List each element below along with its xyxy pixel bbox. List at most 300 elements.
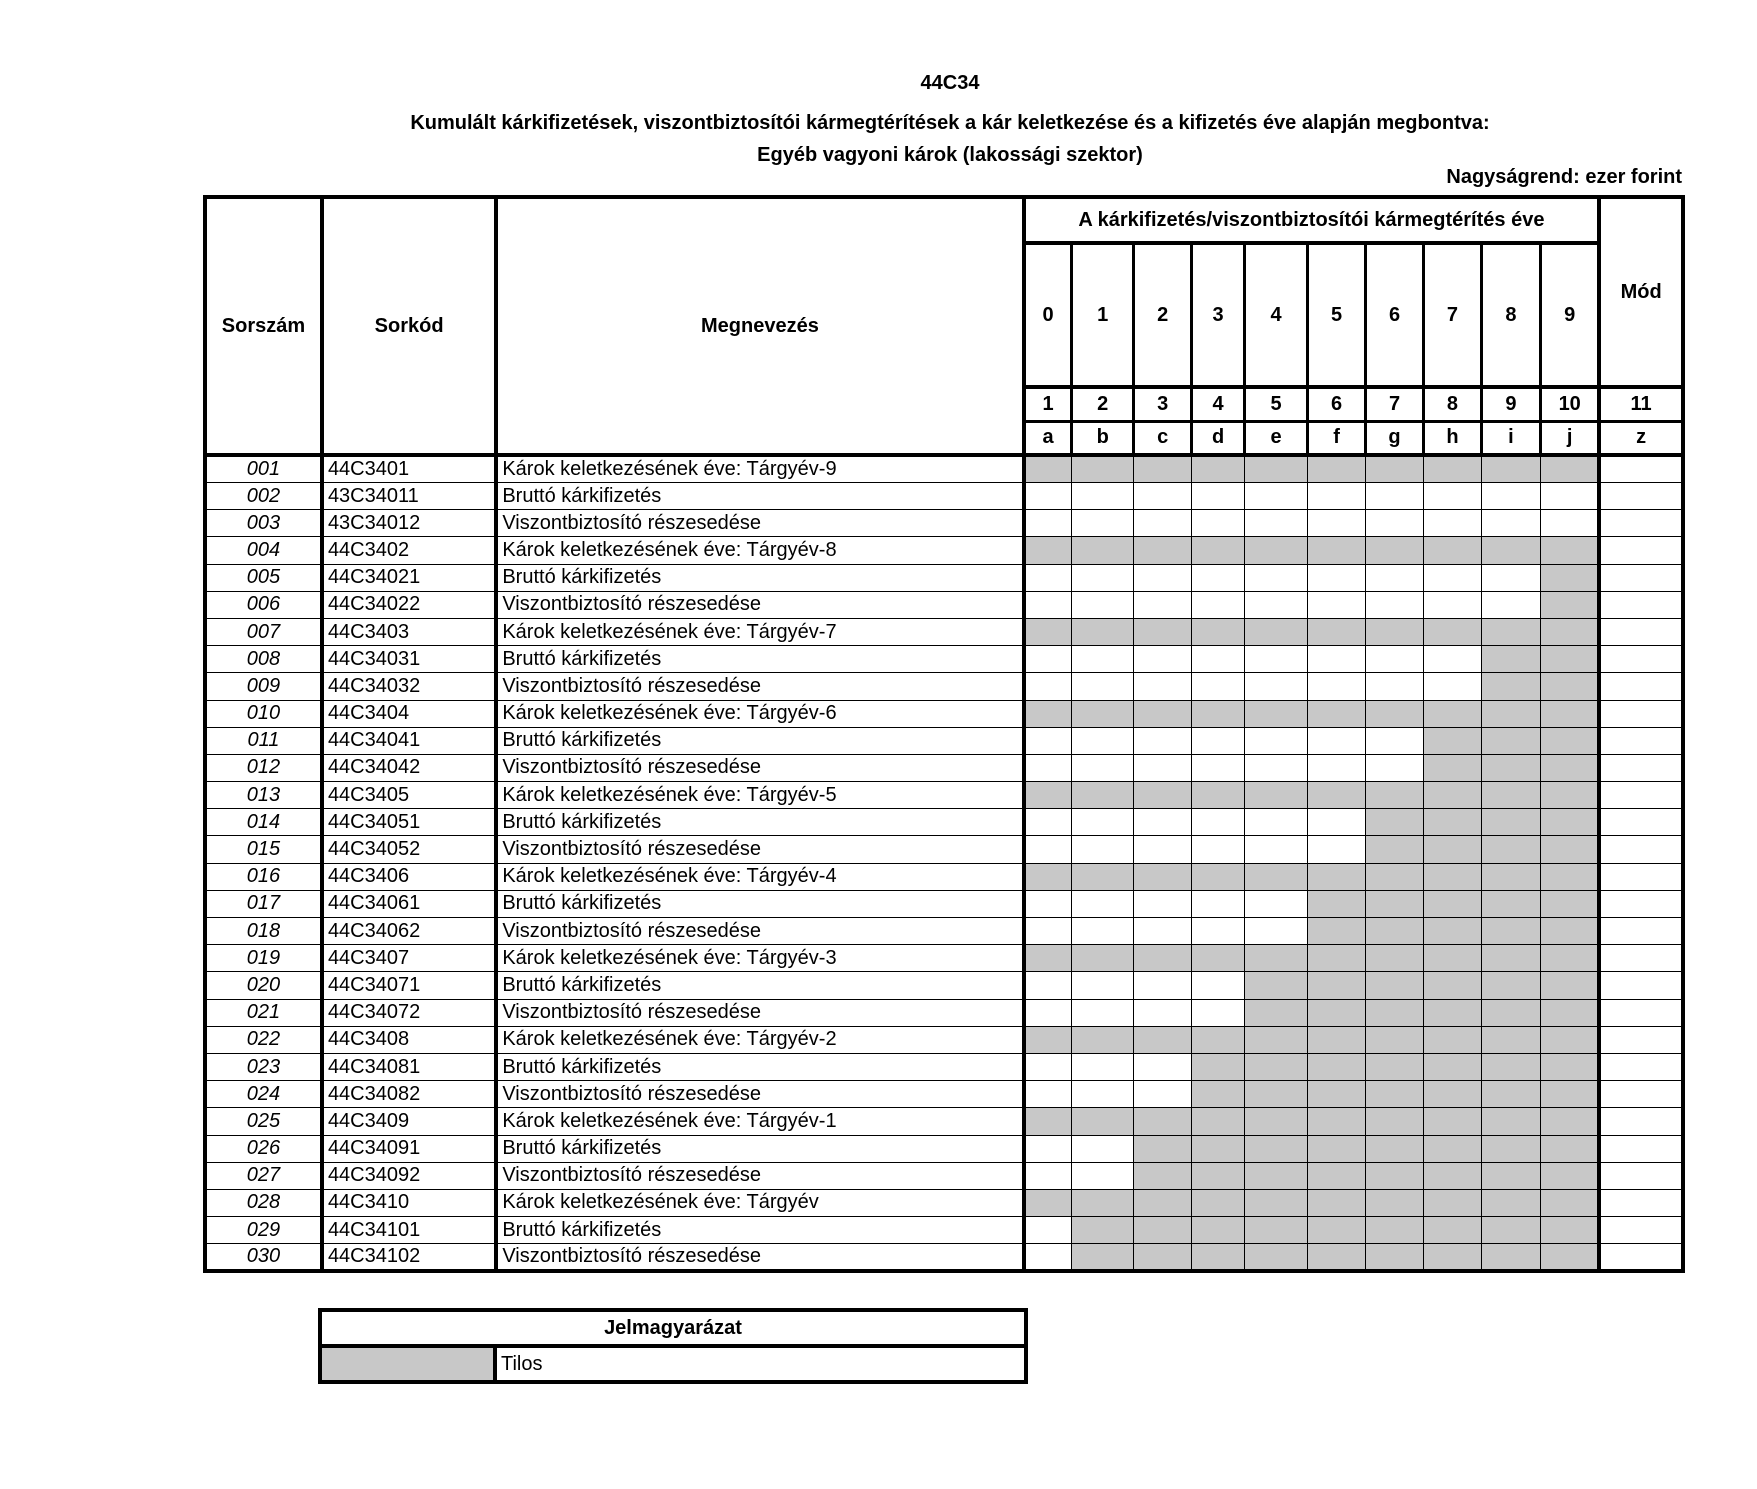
mod-cell[interactable]: [1599, 1053, 1683, 1080]
mod-cell[interactable]: [1599, 1162, 1683, 1189]
forbidden-cell: [1133, 1162, 1191, 1189]
mod-cell[interactable]: [1599, 727, 1683, 754]
row-megnevezes: Bruttó kárkifizetés: [496, 1217, 1023, 1244]
row-sorkod: 44C3402: [322, 537, 496, 564]
forbidden-cell: [1133, 700, 1191, 727]
forbidden-cell: [1024, 863, 1072, 890]
forbidden-cell: [1541, 836, 1600, 863]
forbidden-cell: [1424, 1162, 1481, 1189]
row-sorszam: 027: [205, 1162, 322, 1189]
mod-cell[interactable]: [1599, 1026, 1683, 1053]
row-sorkod: 44C34081: [322, 1053, 496, 1080]
mod-cell[interactable]: [1599, 1244, 1683, 1272]
row-megnevezes: Károk keletkezésének éve: Tárgyév-3: [496, 945, 1023, 972]
row-sorkod: 44C34032: [322, 673, 496, 700]
data-cell[interactable]: [1308, 673, 1365, 700]
forbidden-cell: [1192, 618, 1244, 645]
row-sorszam: 024: [205, 1081, 322, 1108]
row-megnevezes: Viszontbiztosító részesedése: [496, 999, 1023, 1026]
row-sorkod: 44C34022: [322, 591, 496, 618]
data-cell[interactable]: [1024, 809, 1072, 836]
forbidden-cell: [1481, 809, 1540, 836]
data-cell[interactable]: [1024, 1081, 1072, 1108]
data-cell[interactable]: [1192, 999, 1244, 1026]
forbidden-cell: [1541, 754, 1600, 781]
data-cell[interactable]: [1072, 673, 1133, 700]
data-cell[interactable]: [1072, 918, 1133, 945]
header-year-8: 8: [1481, 243, 1540, 387]
data-cell[interactable]: [1244, 754, 1308, 781]
form-title-line1: Kumulált kárkifizetések, viszontbiztosítói kármegtérítések a kár keletkezése és a kifizetés éve alapján megbontva:: [410, 112, 1490, 134]
table-row: [205, 918, 1683, 945]
forbidden-cell: [1365, 1053, 1423, 1080]
data-cell[interactable]: [1024, 591, 1072, 618]
forbidden-cell: [1424, 972, 1481, 999]
data-cell[interactable]: [1024, 972, 1072, 999]
header-year-4: 4: [1244, 243, 1308, 387]
table-row: [205, 618, 1683, 645]
row-sorkod: 44C34101: [322, 1217, 496, 1244]
forbidden-cell: [1244, 782, 1308, 809]
row-megnevezes: Bruttó kárkifizetés: [496, 809, 1023, 836]
data-cell[interactable]: [1133, 510, 1191, 537]
data-cell[interactable]: [1244, 591, 1308, 618]
header-mod: Mód: [1599, 197, 1683, 387]
mod-cell[interactable]: [1599, 918, 1683, 945]
forbidden-cell: [1424, 945, 1481, 972]
forbidden-cell: [1024, 1026, 1072, 1053]
forbidden-cell: [1541, 673, 1600, 700]
row-sorszam: 002: [205, 483, 322, 510]
forbidden-cell: [1244, 618, 1308, 645]
data-cell[interactable]: [1072, 1053, 1133, 1080]
forbidden-cell: [1424, 863, 1481, 890]
data-cell[interactable]: [1308, 727, 1365, 754]
forbidden-cell: [1024, 782, 1072, 809]
forbidden-cell: [1481, 754, 1540, 781]
data-cell[interactable]: [1024, 646, 1072, 673]
data-cell[interactable]: [1024, 510, 1072, 537]
data-cell[interactable]: [1192, 918, 1244, 945]
table-row: [205, 1189, 1683, 1216]
forbidden-cell: [1365, 782, 1423, 809]
row-sorkod: 44C3410: [322, 1189, 496, 1216]
forbidden-cell: [1365, 700, 1423, 727]
data-cell[interactable]: [1192, 646, 1244, 673]
mod-cell[interactable]: [1599, 890, 1683, 917]
data-cell[interactable]: [1192, 972, 1244, 999]
data-cell[interactable]: [1308, 564, 1365, 591]
mod-cell[interactable]: [1599, 1135, 1683, 1162]
data-cell[interactable]: [1365, 673, 1423, 700]
mod-cell[interactable]: [1599, 700, 1683, 727]
data-cell[interactable]: [1133, 483, 1191, 510]
data-cell[interactable]: [1133, 918, 1191, 945]
row-sorkod: 44C34051: [322, 809, 496, 836]
row-megnevezes: Károk keletkezésének éve: Tárgyév-7: [496, 618, 1023, 645]
data-cell[interactable]: [1244, 890, 1308, 917]
data-cell[interactable]: [1308, 510, 1365, 537]
data-cell[interactable]: [1365, 646, 1423, 673]
data-cell[interactable]: [1133, 1053, 1191, 1080]
data-cell[interactable]: [1072, 1162, 1133, 1189]
forbidden-cell: [1365, 1026, 1423, 1053]
data-cell[interactable]: [1024, 1162, 1072, 1189]
data-cell[interactable]: [1365, 727, 1423, 754]
mod-cell[interactable]: [1599, 564, 1683, 591]
forbidden-cell: [1072, 700, 1133, 727]
header-colnum-6: 6: [1308, 387, 1365, 421]
data-cell[interactable]: [1072, 836, 1133, 863]
data-cell[interactable]: [1133, 646, 1191, 673]
table-row: [205, 782, 1683, 809]
table-row: [205, 537, 1683, 564]
data-cell[interactable]: [1072, 510, 1133, 537]
mod-cell[interactable]: [1599, 618, 1683, 645]
forbidden-cell: [1481, 455, 1540, 483]
forbidden-cell: [1072, 1189, 1133, 1216]
forbidden-cell: [1481, 537, 1540, 564]
forbidden-cell: [1424, 700, 1481, 727]
data-cell[interactable]: [1244, 918, 1308, 945]
mod-cell[interactable]: [1599, 836, 1683, 863]
header-colnum-5: 5: [1244, 387, 1308, 421]
forbidden-cell: [1365, 1162, 1423, 1189]
forbidden-cell: [1541, 782, 1600, 809]
mod-cell[interactable]: [1599, 999, 1683, 1026]
table-row: [205, 754, 1683, 781]
forbidden-cell: [1244, 1026, 1308, 1053]
mod-cell[interactable]: [1599, 455, 1683, 483]
data-cell[interactable]: [1365, 483, 1423, 510]
row-megnevezes: Bruttó kárkifizetés: [496, 1053, 1023, 1080]
data-cell[interactable]: [1024, 727, 1072, 754]
mod-cell[interactable]: [1599, 483, 1683, 510]
data-cell[interactable]: [1481, 564, 1540, 591]
forbidden-cell: [1072, 945, 1133, 972]
forbidden-cell: [1424, 1081, 1481, 1108]
mod-cell[interactable]: [1599, 1081, 1683, 1108]
data-cell[interactable]: [1024, 890, 1072, 917]
row-megnevezes: Károk keletkezésének éve: Tárgyév-4: [496, 863, 1023, 890]
data-cell[interactable]: [1024, 1135, 1072, 1162]
row-megnevezes: Bruttó kárkifizetés: [496, 890, 1023, 917]
data-cell[interactable]: [1424, 673, 1481, 700]
forbidden-cell: [1424, 1108, 1481, 1135]
forbidden-cell: [1481, 673, 1540, 700]
data-cell[interactable]: [1192, 483, 1244, 510]
forbidden-cell: [1541, 1162, 1600, 1189]
mod-cell[interactable]: [1599, 972, 1683, 999]
data-cell[interactable]: [1244, 673, 1308, 700]
data-cell[interactable]: [1072, 972, 1133, 999]
data-cell[interactable]: [1192, 727, 1244, 754]
data-cell[interactable]: [1308, 754, 1365, 781]
forbidden-cell: [1133, 945, 1191, 972]
data-cell[interactable]: [1024, 483, 1072, 510]
data-cell[interactable]: [1541, 510, 1600, 537]
data-cell[interactable]: [1192, 836, 1244, 863]
table-row: [205, 1135, 1683, 1162]
data-cell[interactable]: [1072, 646, 1133, 673]
header-colletter-b: b: [1072, 421, 1133, 455]
forbidden-cell: [1424, 999, 1481, 1026]
row-megnevezes: Károk keletkezésének éve: Tárgyév-8: [496, 537, 1023, 564]
forbidden-cell: [1541, 646, 1600, 673]
data-cell[interactable]: [1024, 564, 1072, 591]
forbidden-cell: [1133, 537, 1191, 564]
data-cell[interactable]: [1072, 564, 1133, 591]
forbidden-cell: [1481, 1244, 1540, 1272]
forbidden-cell: [1481, 972, 1540, 999]
row-sorkod: 44C34031: [322, 646, 496, 673]
forbidden-cell: [1365, 918, 1423, 945]
table-row: [205, 890, 1683, 917]
row-megnevezes: Viszontbiztosító részesedése: [496, 1244, 1023, 1272]
header-colletter-d: d: [1192, 421, 1244, 455]
row-sorkod: 44C3403: [322, 618, 496, 645]
data-cell[interactable]: [1072, 999, 1133, 1026]
forbidden-cell: [1133, 618, 1191, 645]
data-cell[interactable]: [1308, 809, 1365, 836]
mod-cell[interactable]: [1599, 646, 1683, 673]
forbidden-cell: [1072, 618, 1133, 645]
forbidden-cell: [1365, 999, 1423, 1026]
forbidden-cell: [1192, 945, 1244, 972]
data-cell[interactable]: [1365, 754, 1423, 781]
row-sorszam: 003: [205, 510, 322, 537]
data-cell[interactable]: [1481, 591, 1540, 618]
data-cell[interactable]: [1133, 890, 1191, 917]
forbidden-cell: [1541, 918, 1600, 945]
data-cell[interactable]: [1424, 510, 1481, 537]
data-cell[interactable]: [1424, 483, 1481, 510]
mod-cell[interactable]: [1599, 1189, 1683, 1216]
forbidden-cell: [1541, 455, 1600, 483]
data-cell[interactable]: [1192, 510, 1244, 537]
forbidden-cell: [1308, 1081, 1365, 1108]
mod-cell[interactable]: [1599, 782, 1683, 809]
data-cell[interactable]: [1308, 483, 1365, 510]
data-cell[interactable]: [1244, 510, 1308, 537]
data-cell[interactable]: [1024, 754, 1072, 781]
table-row: [205, 945, 1683, 972]
forbidden-cell: [1424, 1026, 1481, 1053]
mod-cell[interactable]: [1599, 591, 1683, 618]
data-cell[interactable]: [1072, 1135, 1133, 1162]
forbidden-cell: [1024, 1189, 1072, 1216]
mod-cell[interactable]: [1599, 809, 1683, 836]
header-year-6: 6: [1365, 243, 1423, 387]
forbidden-cell: [1541, 727, 1600, 754]
row-sorkod: 44C34041: [322, 727, 496, 754]
mod-cell[interactable]: [1599, 863, 1683, 890]
row-sorszam: 001: [205, 455, 322, 483]
data-cell[interactable]: [1192, 890, 1244, 917]
header-colletter-g: g: [1365, 421, 1423, 455]
forbidden-cell: [1192, 455, 1244, 483]
forbidden-cell: [1244, 999, 1308, 1026]
forbidden-cell: [1024, 455, 1072, 483]
forbidden-cell: [1424, 782, 1481, 809]
data-cell[interactable]: [1024, 836, 1072, 863]
data-cell[interactable]: [1365, 510, 1423, 537]
data-cell[interactable]: [1133, 836, 1191, 863]
header-year-7: 7: [1424, 243, 1481, 387]
forbidden-cell: [1308, 700, 1365, 727]
data-cell[interactable]: [1133, 809, 1191, 836]
data-cell[interactable]: [1424, 564, 1481, 591]
data-cell[interactable]: [1481, 510, 1540, 537]
data-cell[interactable]: [1133, 972, 1191, 999]
row-sorkod: 44C3407: [322, 945, 496, 972]
data-cell[interactable]: [1072, 591, 1133, 618]
row-megnevezes: Bruttó kárkifizetés: [496, 564, 1023, 591]
mod-cell[interactable]: [1599, 754, 1683, 781]
table-row: [205, 727, 1683, 754]
data-cell[interactable]: [1481, 483, 1540, 510]
forbidden-cell: [1072, 782, 1133, 809]
row-sorszam: 005: [205, 564, 322, 591]
row-sorszam: 011: [205, 727, 322, 754]
forbidden-cell: [1541, 863, 1600, 890]
forbidden-cell: [1424, 754, 1481, 781]
forbidden-cell: [1424, 1053, 1481, 1080]
row-sorszam: 006: [205, 591, 322, 618]
data-cell[interactable]: [1192, 754, 1244, 781]
data-cell[interactable]: [1024, 673, 1072, 700]
header-colletter-j: j: [1541, 421, 1600, 455]
row-megnevezes: Károk keletkezésének éve: Tárgyév: [496, 1189, 1023, 1216]
row-megnevezes: Károk keletkezésének éve: Tárgyév-9: [496, 455, 1023, 483]
data-cell[interactable]: [1192, 673, 1244, 700]
data-cell[interactable]: [1192, 591, 1244, 618]
data-cell[interactable]: [1133, 727, 1191, 754]
mod-cell[interactable]: [1599, 1108, 1683, 1135]
forbidden-cell: [1244, 945, 1308, 972]
row-sorszam: 020: [205, 972, 322, 999]
data-cell[interactable]: [1133, 999, 1191, 1026]
forbidden-cell: [1541, 1189, 1600, 1216]
forbidden-cell: [1481, 1108, 1540, 1135]
mod-cell[interactable]: [1599, 673, 1683, 700]
mod-cell[interactable]: [1599, 510, 1683, 537]
data-cell[interactable]: [1072, 1081, 1133, 1108]
data-cell[interactable]: [1024, 1244, 1072, 1272]
data-cell[interactable]: [1308, 836, 1365, 863]
row-sorszam: 009: [205, 673, 322, 700]
data-cell[interactable]: [1541, 483, 1600, 510]
row-sorkod: 44C34021: [322, 564, 496, 591]
table-row: [205, 999, 1683, 1026]
mod-cell[interactable]: [1599, 537, 1683, 564]
data-cell[interactable]: [1072, 483, 1133, 510]
table-row: [205, 863, 1683, 890]
forbidden-cell: [1424, 836, 1481, 863]
forbidden-cell: [1365, 809, 1423, 836]
data-cell[interactable]: [1133, 673, 1191, 700]
forbidden-cell: [1541, 618, 1600, 645]
data-cell[interactable]: [1072, 754, 1133, 781]
data-cell[interactable]: [1024, 1217, 1072, 1244]
forbidden-cell: [1541, 1081, 1600, 1108]
data-cell[interactable]: [1244, 483, 1308, 510]
forbidden-cell: [1424, 455, 1481, 483]
forbidden-cell: [1308, 999, 1365, 1026]
mod-cell[interactable]: [1599, 1217, 1683, 1244]
row-sorkod: 44C34082: [322, 1081, 496, 1108]
data-cell[interactable]: [1192, 564, 1244, 591]
row-megnevezes: Viszontbiztosító részesedése: [496, 1162, 1023, 1189]
data-cell[interactable]: [1072, 727, 1133, 754]
data-cell[interactable]: [1133, 564, 1191, 591]
data-cell[interactable]: [1308, 646, 1365, 673]
forbidden-cell: [1308, 1135, 1365, 1162]
row-sorszam: 013: [205, 782, 322, 809]
table-row: [205, 510, 1683, 537]
data-cell[interactable]: [1424, 591, 1481, 618]
forbidden-cell: [1365, 455, 1423, 483]
data-cell[interactable]: [1244, 836, 1308, 863]
data-cell[interactable]: [1024, 999, 1072, 1026]
data-cell[interactable]: [1244, 646, 1308, 673]
legend-forbidden-label: Tilos: [495, 1346, 1026, 1382]
forbidden-cell: [1424, 1244, 1481, 1272]
header-colnum-11: 11: [1599, 387, 1683, 421]
data-cell[interactable]: [1244, 564, 1308, 591]
data-cell[interactable]: [1133, 591, 1191, 618]
data-cell[interactable]: [1244, 809, 1308, 836]
data-cell[interactable]: [1024, 1053, 1072, 1080]
mod-cell[interactable]: [1599, 945, 1683, 972]
row-sorkod: 44C3405: [322, 782, 496, 809]
forbidden-cell: [1133, 1135, 1191, 1162]
data-cell[interactable]: [1133, 1081, 1191, 1108]
forbidden-cell: [1481, 700, 1540, 727]
header-colnum-8: 8: [1424, 387, 1481, 421]
forbidden-cell: [1541, 999, 1600, 1026]
row-sorkod: 44C3409: [322, 1108, 496, 1135]
forbidden-cell: [1365, 1244, 1423, 1272]
data-cell[interactable]: [1365, 564, 1423, 591]
data-cell[interactable]: [1072, 809, 1133, 836]
header-colnum-7: 7: [1365, 387, 1423, 421]
row-sorkod: 44C34071: [322, 972, 496, 999]
forbidden-cell: [1308, 618, 1365, 645]
row-megnevezes: Bruttó kárkifizetés: [496, 1135, 1023, 1162]
table-row: [205, 673, 1683, 700]
data-cell[interactable]: [1192, 809, 1244, 836]
forbidden-cell: [1541, 537, 1600, 564]
forbidden-cell: [1365, 1108, 1423, 1135]
row-megnevezes: Bruttó kárkifizetés: [496, 646, 1023, 673]
forbidden-cell: [1024, 945, 1072, 972]
data-cell[interactable]: [1024, 918, 1072, 945]
table-row: [205, 1053, 1683, 1080]
forbidden-cell: [1192, 1108, 1244, 1135]
data-cell[interactable]: [1308, 591, 1365, 618]
data-cell[interactable]: [1244, 727, 1308, 754]
table-row: [205, 1217, 1683, 1244]
forbidden-cell: [1481, 890, 1540, 917]
forbidden-cell: [1481, 782, 1540, 809]
data-cell[interactable]: [1072, 890, 1133, 917]
data-cell[interactable]: [1365, 591, 1423, 618]
forbidden-cell: [1365, 1135, 1423, 1162]
data-cell[interactable]: [1424, 646, 1481, 673]
data-cell[interactable]: [1133, 754, 1191, 781]
forbidden-cell: [1244, 1189, 1308, 1216]
